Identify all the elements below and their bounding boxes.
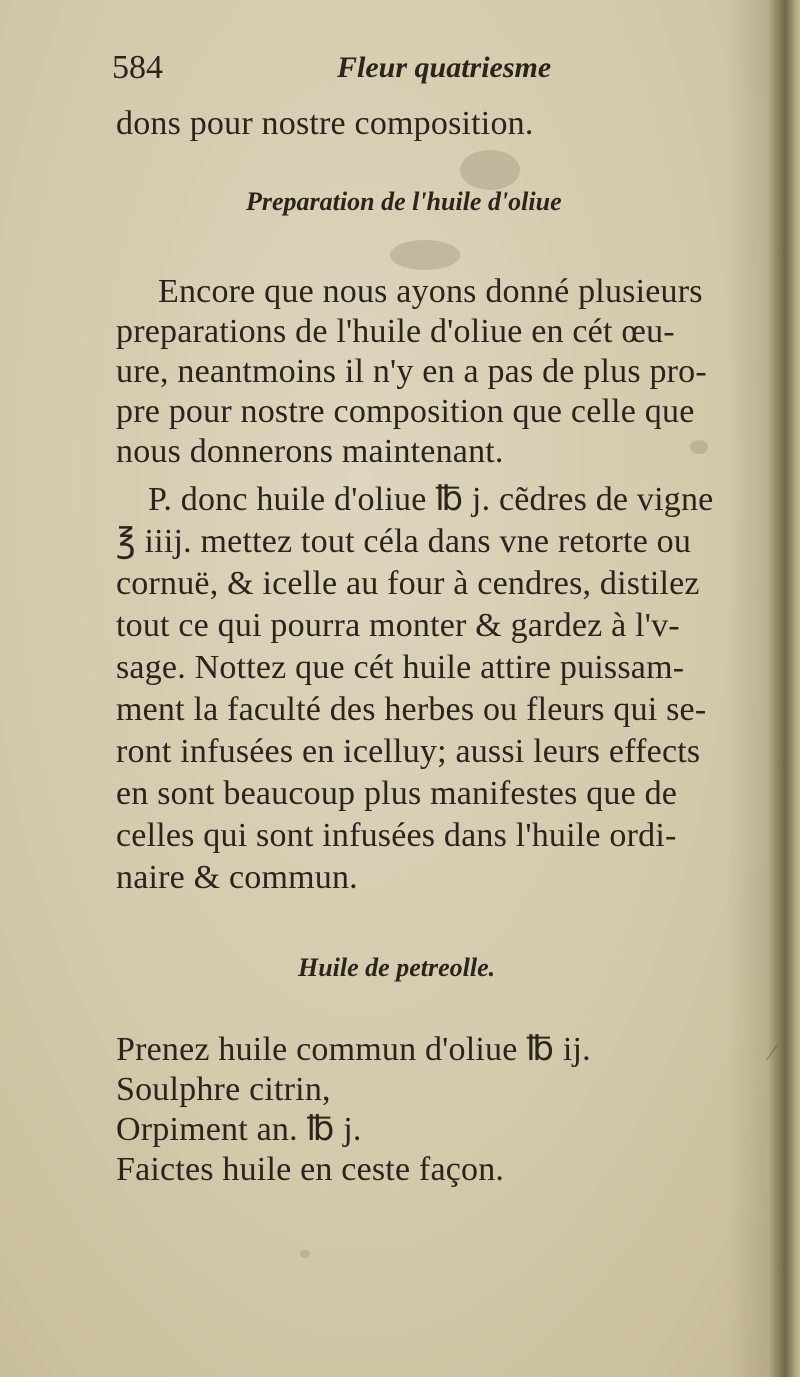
recipe-line: Faictes huile en ceste façon.: [116, 1151, 505, 1188]
running-head: Fleur quatriesme: [337, 51, 552, 84]
text-line: nous donnerons maintenant.: [116, 433, 504, 470]
gutter-shadow: [728, 0, 768, 1377]
text-line: tout ce qui pourra monter & gardez à l'v-: [116, 607, 680, 644]
recipe-line: Prenez huile commun d'oliue ℔ ij.: [116, 1031, 591, 1068]
recipe-line: Orpiment an. ℔ j.: [116, 1111, 362, 1148]
text-line: P. donc huile d'oliue ℔ j. cẽdres de vigne: [148, 481, 714, 518]
text-line: Encore que nous ayons donné plusieurs: [158, 273, 703, 310]
text-line: ront infusées en icelluy; aussi leurs effects: [116, 733, 701, 770]
paper-speck: [300, 1250, 310, 1258]
text-line: en sont beaucoup plus manifestes que de: [116, 775, 678, 812]
text-line: naire & commun.: [116, 859, 358, 896]
text-line: ure, neantmoins il n'y en a pas de plus pro-: [116, 353, 707, 390]
recipe-line: Soulphre citrin,: [116, 1071, 331, 1108]
section-heading: Preparation de l'huile d'oliue: [246, 187, 562, 216]
text-line: pre pour nostre composition que celle que: [116, 393, 695, 430]
margin-mark: ⁄: [770, 1040, 774, 1065]
page-header: [112, 44, 592, 92]
text-line: ment la faculté des herbes ou fleurs qui se-: [116, 691, 707, 728]
carryover-line: dons pour nostre composition.: [116, 105, 534, 142]
page-edge: [768, 0, 800, 1377]
page-number: 584: [112, 49, 163, 86]
paper-speck: [690, 440, 708, 454]
text-line: cornuë, & icelle au four à cendres, distilez: [116, 565, 700, 602]
text-line: celles qui sont infusées dans l'huile ordi-: [116, 817, 677, 854]
paper-speck: [390, 240, 460, 270]
text-line: sage. Nottez que cét huile attire puissam-: [116, 649, 685, 686]
section-heading: Huile de petreolle.: [298, 953, 496, 982]
text-line: ℥ iiij. mettez tout céla dans vne retorte ou: [116, 523, 692, 560]
text-line: preparations de l'huile d'oliue en cét œu-: [116, 313, 675, 350]
